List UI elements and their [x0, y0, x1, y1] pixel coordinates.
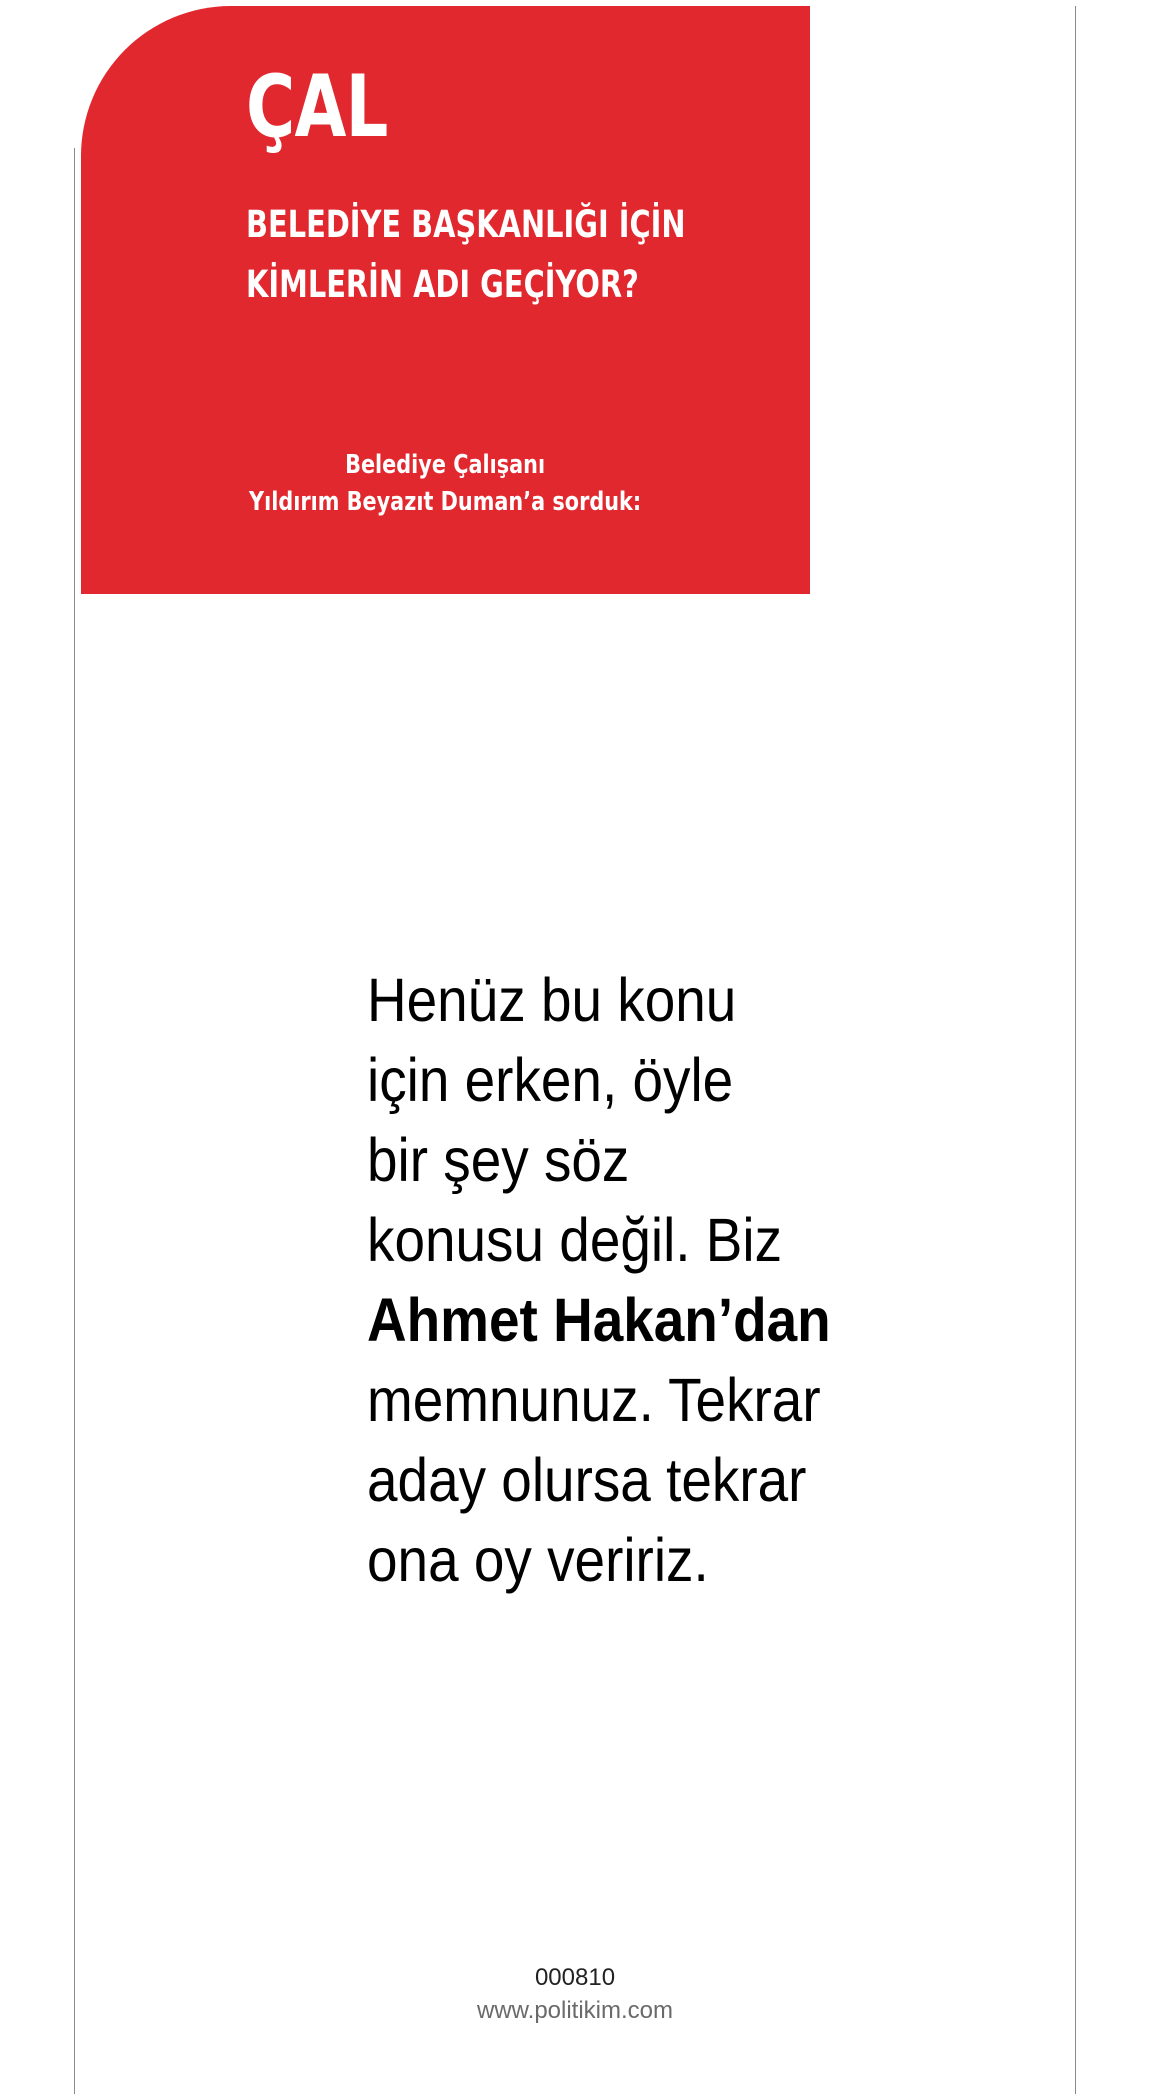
quote-line: memnunuz. Tekrar [367, 1366, 821, 1434]
interviewee-name: Yıldırım Beyazıt Duman’a sorduk: [249, 487, 642, 517]
quote-line: aday olursa tekrar [367, 1446, 807, 1514]
website-url: www.politikim.com [476, 1997, 674, 2024]
interviewee-role: Belediye Çalışanı [345, 450, 546, 480]
header-panel [81, 6, 810, 594]
quote-line: Henüz bu konu [367, 966, 737, 1034]
quote-line: için erken, öyle [367, 1046, 734, 1114]
quote-line: konusu değil. Biz [367, 1206, 783, 1274]
question-line-2: KİMLERİN ADI GEÇİYOR? [246, 263, 639, 306]
right-border-line [1075, 6, 1076, 2094]
quote-text [367, 960, 831, 1600]
quote-emphasis: Ahmet Hakan’dan [367, 1286, 831, 1354]
question-heading [246, 195, 686, 315]
question-line-1: BELEDİYE BAŞKANLIĞI İÇİN [246, 203, 686, 246]
document-number: 000810 [534, 1964, 616, 1991]
quote-line: ona oy veririz. [367, 1526, 709, 1594]
left-border-line [74, 148, 75, 2094]
town-title: ÇAL [246, 57, 388, 157]
quote-line: bir şey söz [367, 1126, 630, 1194]
interviewee-credit [81, 447, 810, 521]
